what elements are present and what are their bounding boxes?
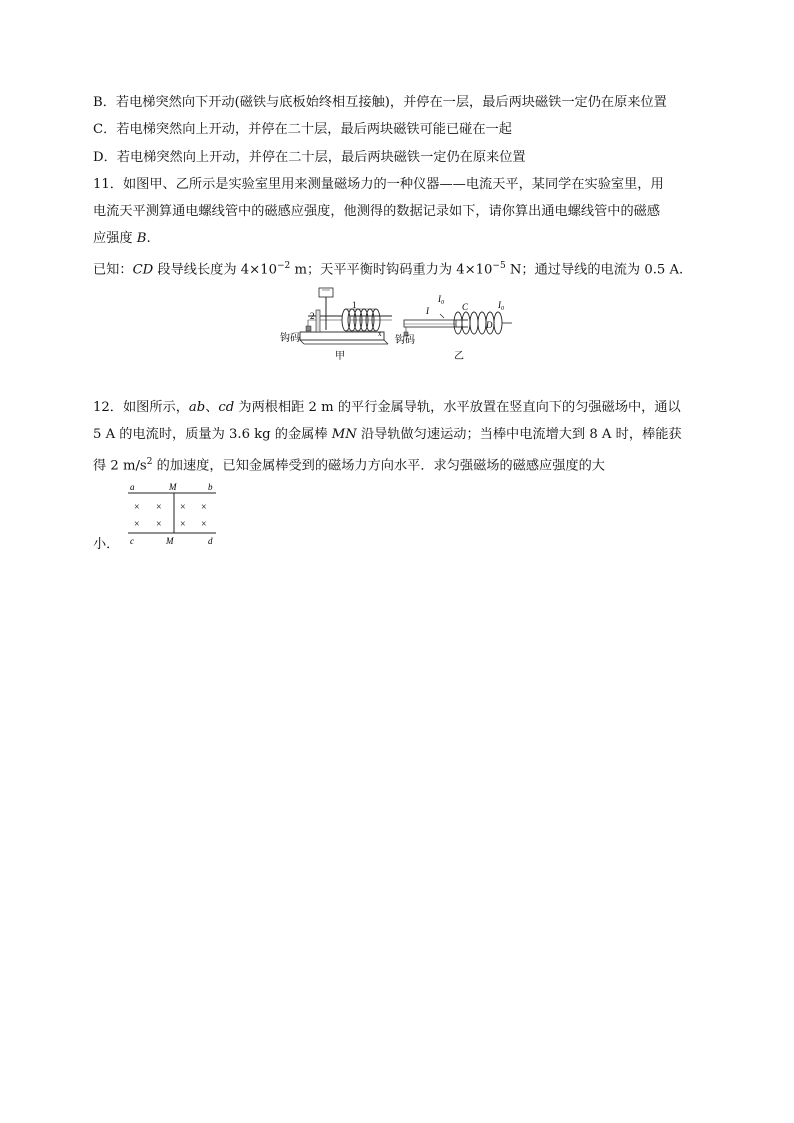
label-current-I0-right: $I_0$ xyxy=(498,300,504,312)
label-a: a xyxy=(130,482,135,492)
q12-line-2: 5 A 的电流时，质量为 3.6 kg 的金属棒 MN 沿导轨做匀速运动；当棒中电流增大到 8 A 时，棒能获 xyxy=(93,427,682,442)
figure-label-jia: 甲 xyxy=(335,351,345,362)
label-x: x xyxy=(378,330,382,338)
q11-figure xyxy=(280,284,520,364)
label-d: d xyxy=(208,536,213,546)
hook-weight-label-right: 钩码 xyxy=(395,335,415,346)
label-current-I0-left: $I_0$ xyxy=(438,294,444,306)
label-c: c xyxy=(130,536,134,546)
label-1: 1 xyxy=(352,300,357,310)
q12-line-4: 小． xyxy=(93,537,120,552)
figure-label-yi: 乙 xyxy=(454,351,464,362)
option-d: D．若电梯突然向上开动，并停在二十层，最后两块磁铁一定仍在原来位置 xyxy=(93,150,526,165)
svg-text:×: × xyxy=(201,519,207,530)
svg-text:×: × xyxy=(134,519,140,530)
label-D: D xyxy=(486,320,493,330)
hook-weight-label-left: 钩码 xyxy=(280,333,300,344)
q12-line-3: 得 2 $m/s^2$ 的加速度，已知金属棒受到的磁场力方向水平．求匀强磁场的磁感应强度的大 xyxy=(93,457,605,474)
magnetic-field-crosses xyxy=(134,502,207,530)
q12-figure xyxy=(122,481,222,547)
label-current-I: I xyxy=(426,306,429,316)
option-b: B．若电梯突然向下开动(磁铁与底板始终相互接触)，并停在一层，最后两块磁铁一定仍在原来位置 xyxy=(93,95,667,110)
svg-text:×: × xyxy=(156,519,162,530)
svg-text:×: × xyxy=(156,502,162,513)
svg-text:×: × xyxy=(180,519,186,530)
q11-line-1: 11．如图甲、乙所示是实验室里用来测量磁场力的一种仪器——电流天平，某同学在实验室里，用 xyxy=(93,177,664,192)
q11-line-2: 电流天平测算通电螺线管中的磁感应强度，他测得的数据记录如下，请你算出通电螺线管中的磁感 xyxy=(93,204,661,219)
svg-text:×: × xyxy=(134,502,140,513)
label-C: C xyxy=(462,302,469,312)
label-2: 2 xyxy=(310,311,315,321)
option-c: C．若电梯突然向上开动，并停在二十层，最后两块磁铁可能已碰在一起 xyxy=(93,122,512,137)
svg-text:×: × xyxy=(180,502,186,513)
label-M-bottom: M xyxy=(166,536,174,546)
figure-yi xyxy=(395,294,512,362)
label-b: b xyxy=(208,482,213,492)
figure-jia xyxy=(280,288,392,362)
q12-line-1: 12．如图所示，ab、cd 为两根相距 2 m 的平行金属导轨，水平放置在竖直向下的匀强磁场中，通以 xyxy=(93,400,681,415)
q11-given: 已知：CD 段导线长度为 $4\times 10^{-2}$ m；天平平衡时钩码重力为 $4\times 10^{-5}$ N；通过导线的电流为 0.5 A. xyxy=(93,261,684,278)
svg-text:×: × xyxy=(201,502,207,513)
label-M-top: M xyxy=(169,482,177,492)
q11-line-3: 应强度 B. xyxy=(93,231,151,246)
